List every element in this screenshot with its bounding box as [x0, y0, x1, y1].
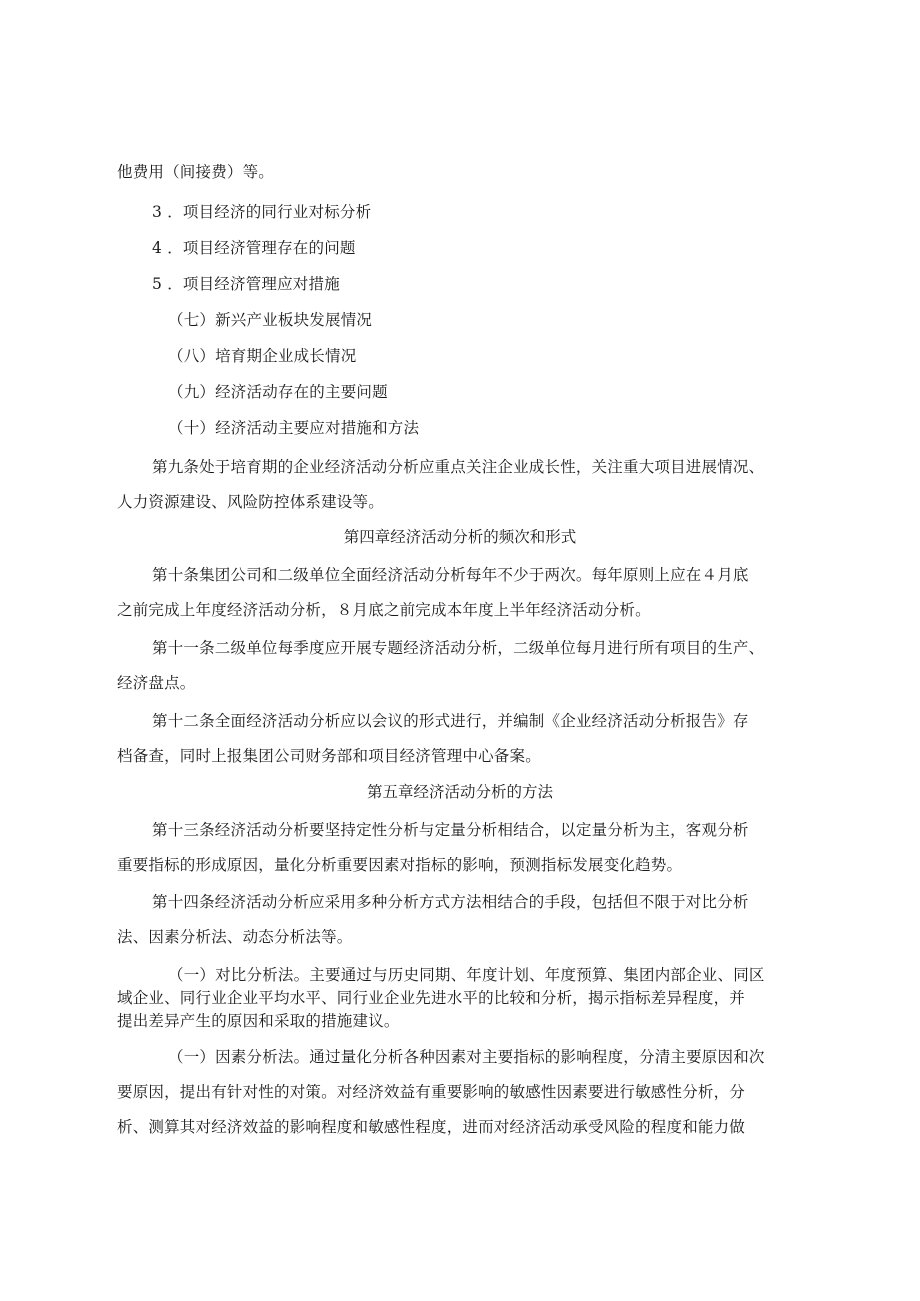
article-14-line-1: 第十四条经济活动分析应采用多种分析方式方法相结合的手段，包括但不限于对比分析: [152, 893, 749, 911]
list-item: 4 ．项目经济管理存在的问题: [152, 239, 356, 257]
list-item: 5 ．项目经济管理应对措施: [152, 275, 340, 293]
list-item: 3 ．项目经济的同行业对标分析: [152, 203, 372, 221]
comparison-method-line-1: （一）对比分析法。主要通过与历史同期、年度计划、年度预算、集团内部企业、同区: [168, 966, 765, 984]
list-item: （十）经济活动主要应对措施和方法: [168, 419, 420, 437]
list-item: （八）培育期企业成长情况: [168, 347, 357, 365]
comparison-method-line-2: 域企业、同行业企业平均水平、同行业企业先进水平的比较和分析，揭示指标差异程度，并: [117, 989, 746, 1007]
article-13-line-2: 重要指标的形成原因，量化分析重要因素对指标的影响，预测指标发展变化趋势。: [117, 856, 683, 874]
factor-method-line-1: （一）因素分析法。通过量化分析各种因素对主要指标的影响程度，分清主要原因和次: [168, 1048, 765, 1066]
list-item: （九）经济活动存在的主要问题: [168, 383, 388, 401]
article-14-line-2: 法、因素分析法、动态分析法等。: [117, 928, 353, 946]
article-9-line-2: 人力资源建设、风险防控体系建设等。: [117, 493, 384, 511]
article-13-line-1: 第十三条经济活动分析要坚持定性分析与定量分析相结合，以定量分析为主，客观分析: [152, 821, 749, 839]
text-line: 他费用（间接费）等。: [117, 163, 275, 181]
chapter-4-heading: 第四章经济活动分析的频次和形式: [343, 528, 577, 546]
article-12-line-2: 档备查，同时上报集团公司财务部和项目经济管理中心备案。: [117, 747, 541, 765]
factor-method-line-3: 析、测算其对经济效益的影响程度和敏感性程度，进而对经济活动承受风险的程度和能力做: [117, 1118, 746, 1136]
article-11-line-2: 经济盘点。: [117, 674, 196, 692]
list-item: （七）新兴产业板块发展情况: [168, 311, 373, 329]
article-11-line-1: 第十一条二级单位每季度应开展专题经济活动分析，二级单位每月进行所有项目的生产、: [152, 639, 765, 657]
article-10-line-2: 之前完成上年度经济活动分析，８月底之前完成本年度上半年经济活动分析。: [117, 601, 651, 619]
chapter-5-heading: 第五章经济活动分析的方法: [366, 783, 553, 801]
article-10-line-1: 第十条集团公司和二级单位全面经济活动分析每年不少于两次。每年原则上应在４月底: [152, 566, 749, 584]
article-9-line-1: 第九条处于培育期的企业经济活动分析应重点关注企业成长性，关注重大项目进展情况、: [152, 458, 765, 476]
article-12-line-1: 第十二条全面经济活动分析应以会议的形式进行，并编制《企业经济活动分析报告》存: [152, 712, 749, 730]
factor-method-line-2: 要原因，提出有针对性的对策。对经济效益有重要影响的敏感性因素要进行敏感性分析，分: [117, 1083, 746, 1101]
comparison-method-line-3: 提出差异产生的原因和采取的措施建议。: [117, 1012, 400, 1030]
